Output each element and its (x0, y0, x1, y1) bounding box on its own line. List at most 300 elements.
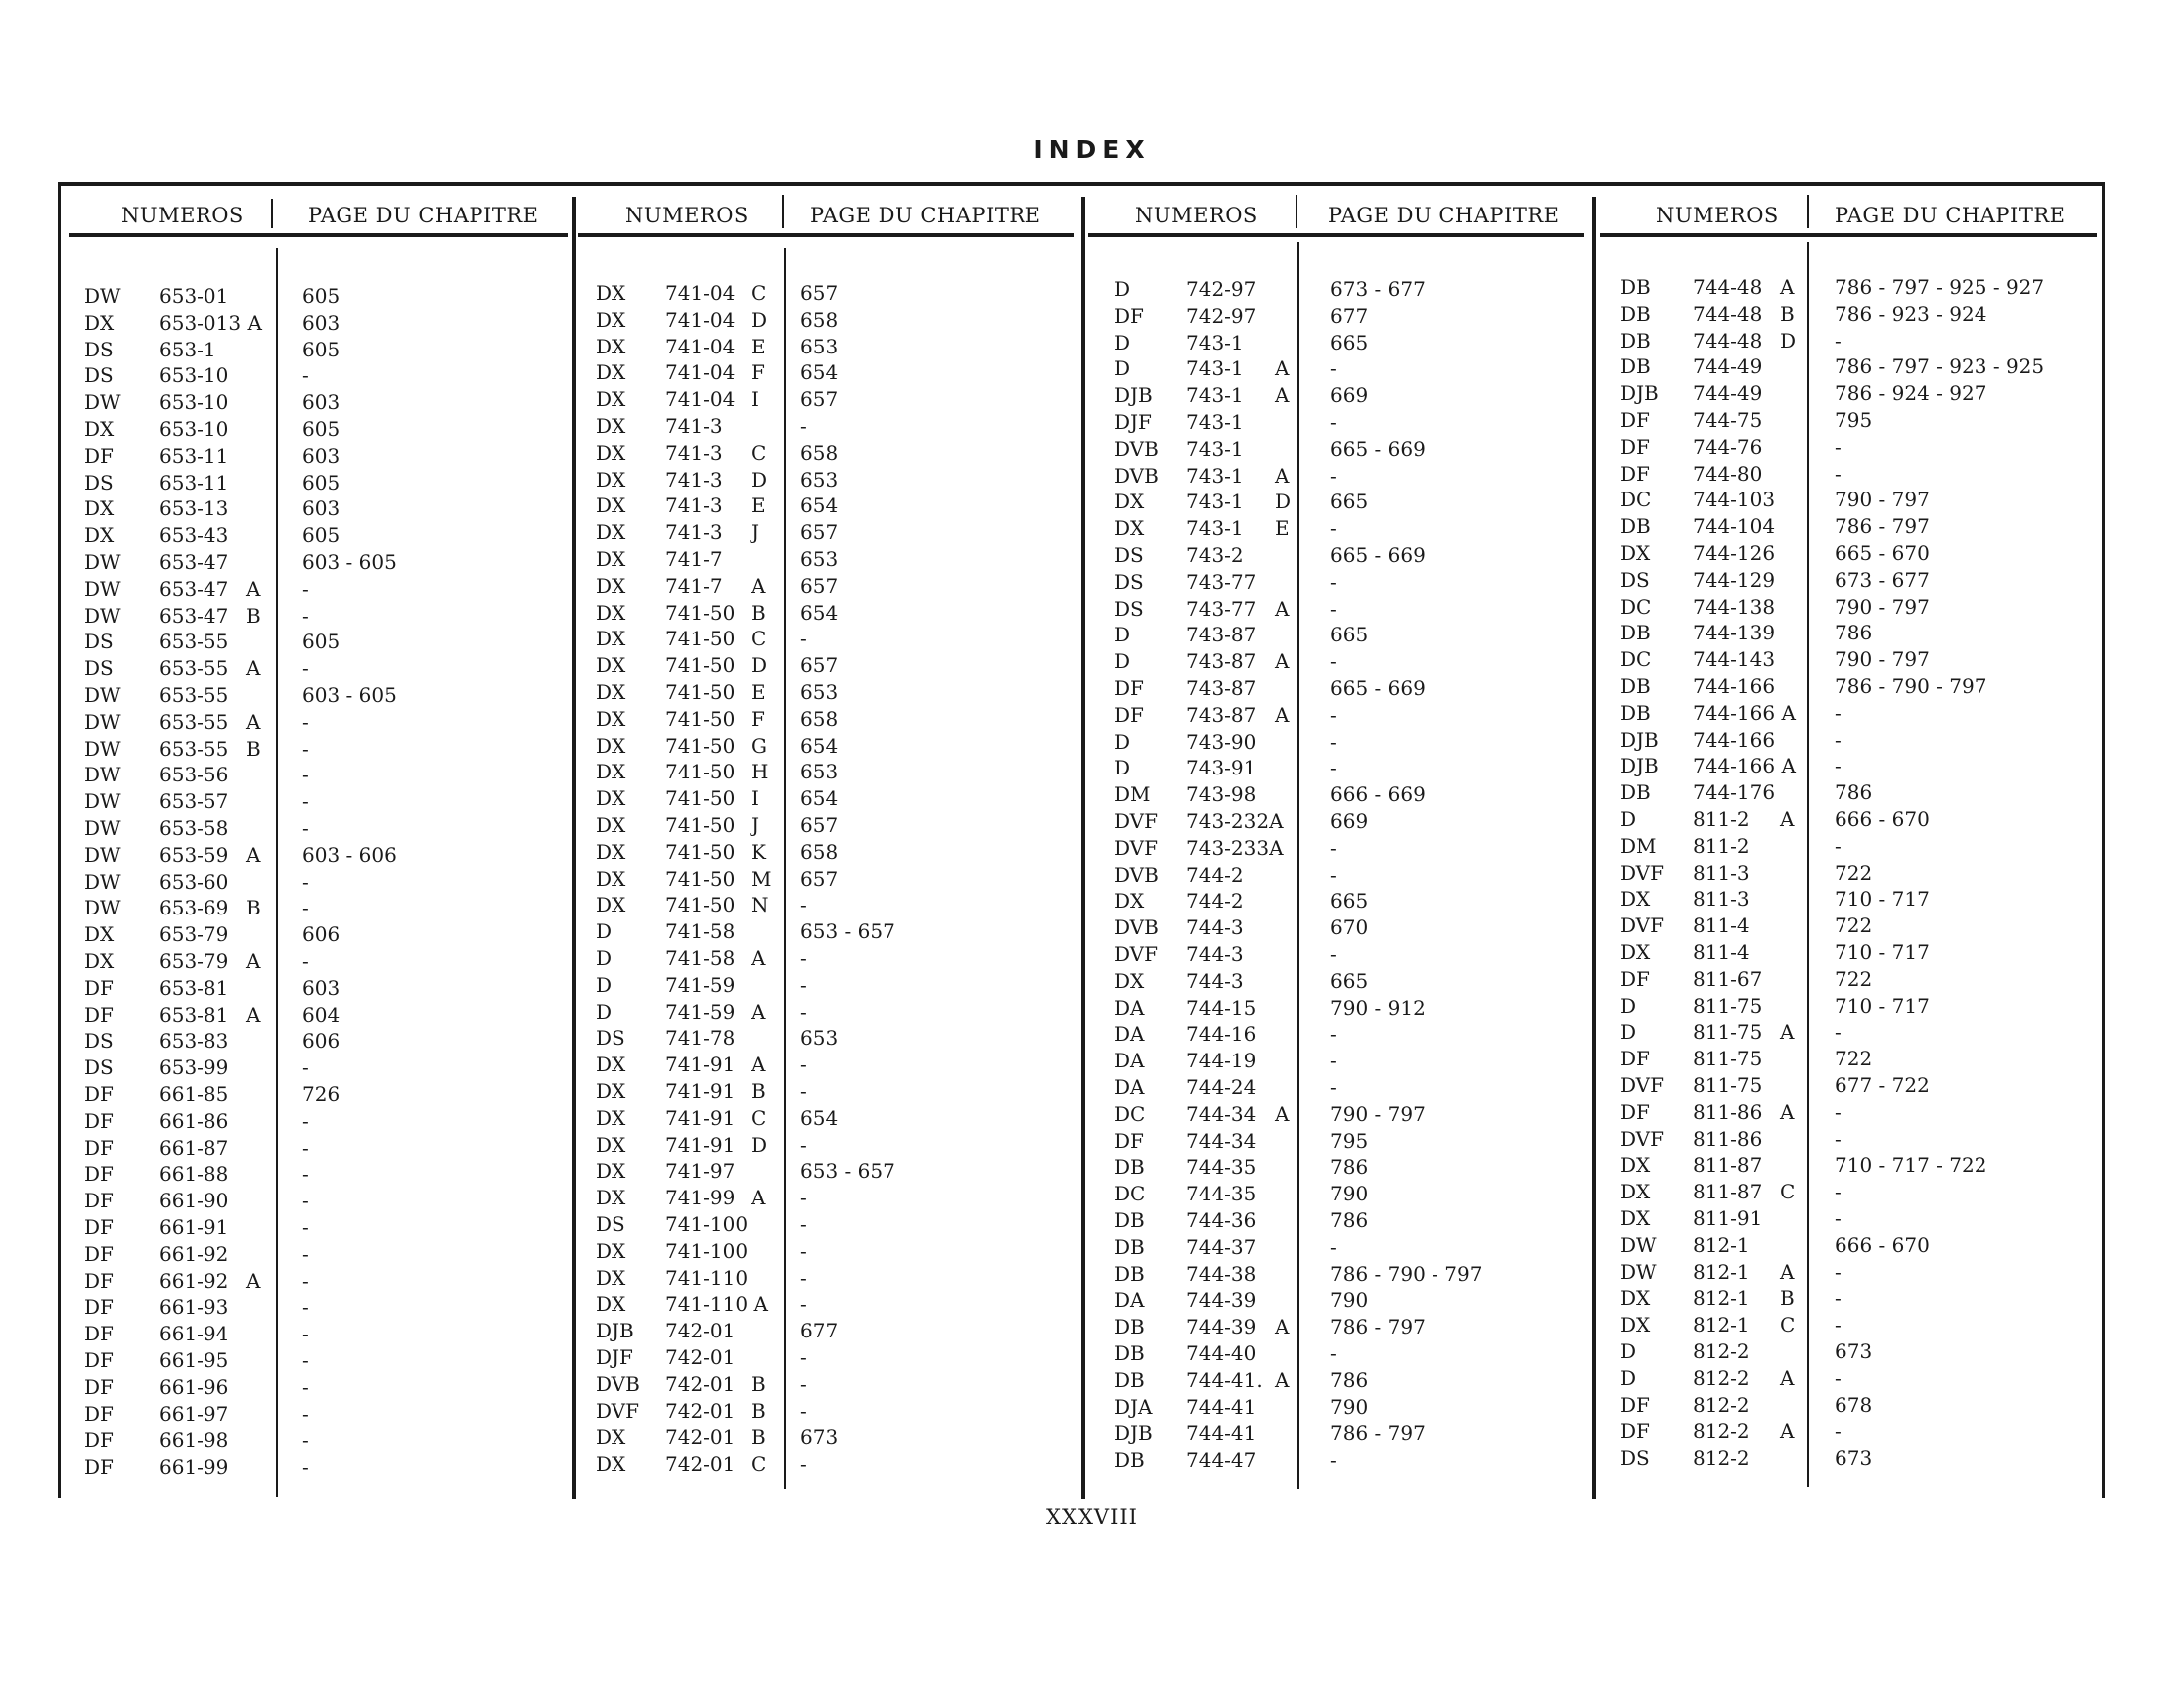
entry-prefix: DF (84, 1162, 114, 1187)
entry-prefix: DX (596, 1425, 626, 1450)
entry-prefix: DX (84, 417, 115, 441)
entry-page: 786 (1835, 621, 1873, 645)
entry-prefix: DW (84, 390, 121, 415)
entry-suffix: A (1275, 1101, 1290, 1126)
entry-prefix: DX (596, 1053, 626, 1077)
entry-number: 661-88 (159, 1162, 229, 1187)
entry-prefix: DW (84, 763, 121, 787)
entry-page: 653 (800, 547, 839, 571)
entry-prefix: DX (596, 1292, 626, 1317)
header-page: PAGE DU CHAPITRE (1835, 204, 2066, 227)
index-entry (0, 1259, 2184, 1285)
entry-suffix: A (1780, 275, 1795, 299)
entry-page: - (302, 1108, 309, 1133)
entry-page: 654 (800, 600, 839, 625)
entry-page: 786 (1330, 1208, 1369, 1232)
entry-prefix: D (1620, 1339, 1637, 1363)
entry-number: 811-75 (1693, 1073, 1763, 1097)
entry-suffix: M (751, 866, 772, 891)
entry-page: 665 - 669 (1330, 676, 1426, 700)
entry-page: 658 (800, 440, 839, 465)
entry-page: 790 - 797 (1330, 1101, 1426, 1126)
entry-page: 665 - 669 (1330, 543, 1426, 567)
entry-number: 744-47 (1186, 1448, 1257, 1473)
entry-prefix: D (1620, 1020, 1637, 1045)
entry-number: 744-39 (1186, 1315, 1257, 1339)
entry-prefix: DS (84, 363, 114, 388)
entry-suffix: B (751, 1425, 766, 1450)
entry-page: - (302, 1428, 309, 1453)
entry-prefix: DF (84, 443, 114, 468)
entry-prefix: DX (1114, 889, 1145, 914)
entry-page: - (1835, 1126, 1842, 1151)
entry-suffix: D (1780, 328, 1797, 352)
entry-number: 812-2 (1693, 1446, 1750, 1471)
entry-suffix: A (1780, 807, 1795, 831)
inner-separator (271, 199, 273, 228)
entry-page: - (800, 1292, 807, 1317)
entry-page: 786 (1330, 1155, 1369, 1180)
entry-number: 743-77 (1186, 569, 1257, 594)
header-numeros: NUMEROS (625, 204, 749, 227)
index-entry (0, 939, 2184, 965)
entry-page: 795 (1835, 408, 1873, 432)
entry-prefix: DC (1114, 1182, 1146, 1206)
entry-number: 743-87 (1186, 649, 1257, 674)
entry-prefix: DW (84, 816, 121, 840)
entry-prefix: DM (1114, 782, 1151, 807)
entry-prefix: DF (1620, 966, 1650, 991)
entry-suffix: F (751, 706, 765, 731)
entry-suffix: B (751, 1398, 766, 1423)
entry-prefix: DW (84, 789, 121, 814)
entry-number: 744-40 (1186, 1341, 1257, 1365)
entry-prefix: DX (84, 523, 115, 548)
entry-prefix: DA (1114, 1075, 1145, 1099)
entry-prefix: DX (1114, 516, 1145, 541)
entry-page: 665 (1330, 889, 1369, 914)
entry-page: - (302, 1241, 309, 1266)
entry-page: 677 - 722 (1835, 1073, 1930, 1097)
entry-number: 741-3 (665, 440, 723, 465)
entry-prefix: DS (1114, 596, 1144, 621)
entry-number: 743-87 (1186, 623, 1257, 647)
entry-prefix: DF (1620, 1419, 1650, 1444)
entry-number: 744-143 (1693, 647, 1776, 672)
entry-page: 670 (1330, 915, 1369, 940)
entry-prefix: DA (1114, 1049, 1145, 1073)
entry-page: 786 (1835, 780, 1873, 805)
entry-number: 741-78 (665, 1026, 736, 1051)
entry-suffix: A (1780, 1099, 1795, 1124)
entry-suffix: I (751, 786, 759, 811)
entry-number: 744-34 (1186, 1101, 1257, 1126)
entry-prefix: DX (596, 813, 626, 837)
entry-prefix: DX (596, 1238, 626, 1263)
entry-page: 603 (302, 443, 341, 468)
entry-number: 812-2 (1693, 1419, 1750, 1444)
entry-number: 741-110 (665, 1265, 749, 1290)
entry-suffix: C (1780, 1313, 1796, 1337)
index-entry (0, 380, 2184, 406)
entry-page: - (1835, 461, 1842, 486)
entry-number: 653-79 (159, 949, 229, 973)
entry-prefix: DS (84, 337, 114, 361)
entry-page: 673 - 677 (1330, 277, 1426, 301)
entry-number: 744-41 (1186, 1421, 1257, 1446)
index-entry (0, 646, 2184, 672)
entry-suffix: D (751, 307, 768, 332)
entry-page: 790 (1330, 1288, 1369, 1313)
entry-prefix: DVF (1620, 914, 1665, 938)
entry-number: 742-01 (665, 1371, 736, 1396)
entry-prefix: DB (1114, 1261, 1145, 1286)
entry-number: 741-99 (665, 1186, 736, 1210)
entry-number: 812-2 (1693, 1392, 1750, 1417)
entry-number: 741-04 (665, 387, 736, 412)
entry-number: 744-24 (1186, 1075, 1257, 1099)
entry-page: 710 - 717 - 722 (1835, 1153, 1987, 1178)
entry-suffix: E (751, 680, 766, 704)
index-entry (0, 833, 2184, 859)
entry-page: 654 (800, 733, 839, 758)
entry-page: - (800, 999, 807, 1024)
entry-number: 743-1 (1186, 330, 1244, 354)
entry-number: 741-50 (665, 786, 736, 811)
entry-prefix: DX (84, 496, 115, 521)
entry-number: 653-10 (159, 363, 229, 388)
entry-page: - (302, 1374, 309, 1399)
entry-prefix: DX (596, 839, 626, 864)
entry-suffix: G (751, 733, 767, 758)
entry-number: 743-1 (1186, 410, 1244, 434)
entry-number: 744-16 (1186, 1022, 1257, 1047)
entry-number: 744-176 (1693, 780, 1776, 805)
entry-prefix: DA (1114, 1022, 1145, 1047)
entry-prefix: DF (84, 1108, 114, 1133)
entry-page: - (1330, 1234, 1337, 1259)
entry-page: - (302, 949, 309, 973)
entry-prefix: D (596, 919, 613, 944)
entry-number: 661-90 (159, 1189, 229, 1213)
entry-number: 742-01 (665, 1319, 736, 1343)
entry-page: - (800, 1186, 807, 1210)
entry-prefix: DF (84, 1374, 114, 1399)
entry-prefix: DB (1620, 780, 1651, 805)
entry-page: 677 (1330, 303, 1369, 328)
entry-page: 710 - 717 (1835, 887, 1930, 912)
entry-prefix: DF (84, 1241, 114, 1266)
entry-suffix: D (1275, 490, 1292, 514)
entry-page: 653 (800, 1026, 839, 1051)
entry-prefix: DF (1114, 676, 1144, 700)
entry-suffix: B (1780, 1286, 1795, 1311)
entry-prefix: DX (596, 1079, 626, 1103)
entry-number: 812-2 (1693, 1339, 1750, 1363)
index-entry (0, 779, 2184, 805)
entry-prefix: DS (84, 470, 114, 494)
entry-number: 811-75 (1693, 1047, 1763, 1071)
entry-page: - (1835, 328, 1842, 352)
entry-prefix: DB (1620, 700, 1651, 725)
entry-suffix: A (246, 576, 261, 601)
index-entry (0, 1312, 2184, 1337)
entry-suffix: B (246, 736, 261, 761)
entry-page: - (1330, 1075, 1337, 1099)
entry-number: 661-96 (159, 1374, 229, 1399)
entry-page: 605 (302, 417, 341, 441)
entry-prefix: DVF (1114, 835, 1159, 860)
entry-prefix: DS (596, 1026, 625, 1051)
entry-number: 741-97 (665, 1159, 736, 1184)
index-entry (0, 753, 2184, 778)
index-entry (0, 1046, 2184, 1071)
entry-prefix: DX (596, 786, 626, 811)
entry-number: 744-129 (1693, 567, 1776, 592)
entry-prefix: DJB (1114, 1421, 1153, 1446)
entry-number: 653-55 (159, 736, 229, 761)
entry-page: 678 (1835, 1392, 1873, 1417)
entry-prefix: DX (1620, 1206, 1651, 1230)
entry-number: 741-100 (665, 1238, 749, 1263)
entry-page: - (1835, 434, 1842, 459)
entry-prefix: DS (1620, 567, 1650, 592)
entry-prefix: DB (1114, 1448, 1145, 1473)
header-numeros: NUMEROS (1135, 204, 1258, 227)
entry-page: 605 (302, 630, 341, 654)
entry-prefix: DF (84, 1268, 114, 1293)
entry-suffix: B (246, 603, 261, 628)
entry-page: 673 (800, 1425, 839, 1450)
entry-prefix: DX (596, 493, 626, 518)
entry-page: 786 - 923 - 924 (1835, 301, 1987, 326)
entry-number: 741-04 (665, 334, 736, 358)
entry-suffix: A (1275, 356, 1290, 381)
index-entry (0, 1418, 2184, 1444)
entry-prefix: D (1114, 356, 1131, 381)
index-entry (0, 806, 2184, 832)
entry-suffix: A (1275, 463, 1290, 488)
entry-number: 743-1 (1186, 516, 1244, 541)
index-entry (0, 461, 2184, 487)
entry-prefix: DX (596, 1186, 626, 1210)
index-entry (0, 620, 2184, 645)
entry-page: - (800, 893, 807, 917)
entry-number: 661-86 (159, 1108, 229, 1133)
entry-number: 811-87 (1693, 1180, 1763, 1204)
index-entry (0, 1445, 2184, 1471)
entry-suffix: C (1780, 1180, 1796, 1204)
entry-number: 653-83 (159, 1029, 229, 1054)
entry-page: - (800, 1053, 807, 1077)
entry-page: - (1330, 1448, 1337, 1473)
entry-page: 658 (800, 706, 839, 731)
entry-prefix: DW (1620, 1232, 1657, 1257)
entry-page: 786 - 797 - 923 - 925 (1835, 354, 2045, 379)
entry-prefix: DX (596, 1105, 626, 1130)
entry-number: 741-110 A (665, 1292, 768, 1317)
entry-prefix: DF (1114, 303, 1144, 328)
inner-separator (1296, 195, 1297, 228)
entry-number: 741-50 (665, 866, 736, 891)
entry-page: - (1835, 1259, 1842, 1284)
entry-number: 741-59 (665, 999, 736, 1024)
entry-page: - (800, 1132, 807, 1157)
entry-prefix: DF (84, 1002, 114, 1027)
entry-number: 741-91 (665, 1053, 736, 1077)
entry-number: 812-1 (1693, 1232, 1750, 1257)
entry-prefix: DM (1620, 833, 1657, 858)
entry-prefix: DB (1620, 328, 1651, 352)
entry-prefix: DX (596, 387, 626, 412)
entry-suffix: A (1275, 649, 1290, 674)
entry-prefix: D (1114, 277, 1131, 301)
entry-page: 790 - 912 (1330, 995, 1426, 1020)
entry-page: - (1330, 729, 1337, 754)
entry-page: 790 - 797 (1835, 594, 1930, 619)
entry-number: 743-91 (1186, 756, 1257, 780)
entry-suffix: A (751, 1053, 766, 1077)
entry-page: 653 (800, 760, 839, 784)
entry-number: 741-50 (665, 600, 736, 625)
entry-page: 654 (800, 493, 839, 518)
entry-prefix: DJA (1114, 1394, 1153, 1419)
entry-page: - (800, 1212, 807, 1236)
index-entry (0, 1392, 2184, 1418)
entry-page: 657 (800, 281, 839, 305)
entry-page: - (302, 1295, 309, 1320)
entry-number: 741-50 (665, 680, 736, 704)
entry-number: 742-01 (665, 1345, 736, 1369)
entry-number: 744-166 (1693, 674, 1776, 698)
entry-number: 744-38 (1186, 1261, 1257, 1286)
entry-page: 657 (800, 813, 839, 837)
entry-prefix: DVB (1114, 436, 1159, 461)
entry-number: 812-1 (1693, 1259, 1750, 1284)
entry-suffix: A (246, 1002, 261, 1027)
index-entry (0, 1126, 2184, 1152)
entry-page: 603 - 605 (302, 683, 397, 707)
entry-page: - (1835, 1099, 1842, 1124)
entry-suffix: A (751, 946, 766, 970)
entry-page: 665 (1330, 623, 1369, 647)
entry-page: 665 (1330, 330, 1369, 354)
entry-prefix: D (596, 972, 613, 997)
entry-page: - (1330, 1022, 1337, 1047)
entry-page: 786 - 797 (1330, 1315, 1426, 1339)
entry-prefix: DVF (596, 1398, 640, 1423)
entry-number: 741-91 (665, 1132, 736, 1157)
entry-page: 666 - 669 (1330, 782, 1426, 807)
entry-prefix: DX (596, 680, 626, 704)
entry-prefix: DF (84, 1135, 114, 1160)
entry-page: 722 (1835, 966, 1873, 991)
entry-number: 741-50 (665, 706, 736, 731)
entry-prefix: DB (1114, 1315, 1145, 1339)
entry-number: 744-80 (1693, 461, 1763, 486)
entry-page: 657 (800, 387, 839, 412)
entry-page: - (1330, 835, 1337, 860)
entry-number: 743-98 (1186, 782, 1257, 807)
entry-prefix: DF (1620, 461, 1650, 486)
entry-suffix: B (751, 1371, 766, 1396)
entry-prefix: DB (1620, 275, 1651, 299)
entry-number: 742-97 (1186, 277, 1257, 301)
entry-prefix: DW (84, 736, 121, 761)
entry-prefix: D (1114, 649, 1131, 674)
entry-prefix: DX (84, 310, 115, 335)
entry-number: 811-4 (1693, 914, 1750, 938)
entry-page: - (302, 896, 309, 920)
entry-page: - (1835, 700, 1842, 725)
index-entry (0, 1232, 2184, 1258)
entry-prefix: DW (1620, 1259, 1657, 1284)
entry-suffix: B (1780, 301, 1795, 326)
entry-prefix: DF (84, 1401, 114, 1426)
entry-prefix: DS (84, 1029, 114, 1054)
entry-page: - (1835, 754, 1842, 778)
entry-number: 741-58 (665, 946, 736, 970)
entry-suffix: K (751, 839, 766, 864)
entry-prefix: DX (596, 520, 626, 545)
index-entry (0, 1365, 2184, 1391)
entry-page: 710 - 717 (1835, 940, 1930, 964)
entry-prefix: DX (84, 949, 115, 973)
entry-page: - (1835, 1286, 1842, 1311)
entry-page: - (1835, 1365, 1842, 1390)
entry-number: 741-50 (665, 627, 736, 651)
entry-number: 653-11 (159, 443, 229, 468)
header-page: PAGE DU CHAPITRE (308, 204, 539, 227)
entry-number: 744-39 (1186, 1288, 1257, 1313)
entry-number: 744-166 A (1693, 700, 1796, 725)
entry-number: 743-90 (1186, 729, 1257, 754)
entry-number: 653-56 (159, 763, 229, 787)
entry-number: 744-48 (1693, 275, 1763, 299)
entry-prefix: DS (1114, 569, 1144, 594)
entry-number: 653-013 A (159, 310, 262, 335)
entry-suffix: B (751, 600, 766, 625)
entry-page: 786 - 790 - 797 (1330, 1261, 1483, 1286)
entry-number: 744-36 (1186, 1208, 1257, 1232)
entry-number: 742-01 (665, 1425, 736, 1450)
entry-number: 811-3 (1693, 860, 1750, 885)
entry-suffix: E (751, 493, 766, 518)
entry-number: 653-1 (159, 337, 216, 361)
entry-page: - (800, 972, 807, 997)
entry-prefix: DF (84, 1348, 114, 1372)
entry-page: 669 (1330, 383, 1369, 408)
entry-number: 812-2 (1693, 1365, 1750, 1390)
entry-suffix: A (246, 949, 261, 973)
index-entry (0, 1285, 2184, 1311)
entry-suffix: C (751, 1105, 767, 1130)
entry-prefix: DF (1620, 1047, 1650, 1071)
entry-page: - (302, 1162, 309, 1187)
entry-page: 658 (800, 839, 839, 864)
entry-prefix: DX (596, 733, 626, 758)
entry-page: 603 (302, 310, 341, 335)
entry-page: - (800, 1265, 807, 1290)
entry-page: 653 (800, 467, 839, 492)
entry-page: 657 (800, 573, 839, 598)
entry-number: 741-3 (665, 493, 723, 518)
entry-page: 665 (1330, 968, 1369, 993)
entry-page: 658 (800, 307, 839, 332)
entry-number: 743-77 (1186, 596, 1257, 621)
entry-page: - (800, 946, 807, 970)
entry-number: 811-86 (1693, 1126, 1763, 1151)
